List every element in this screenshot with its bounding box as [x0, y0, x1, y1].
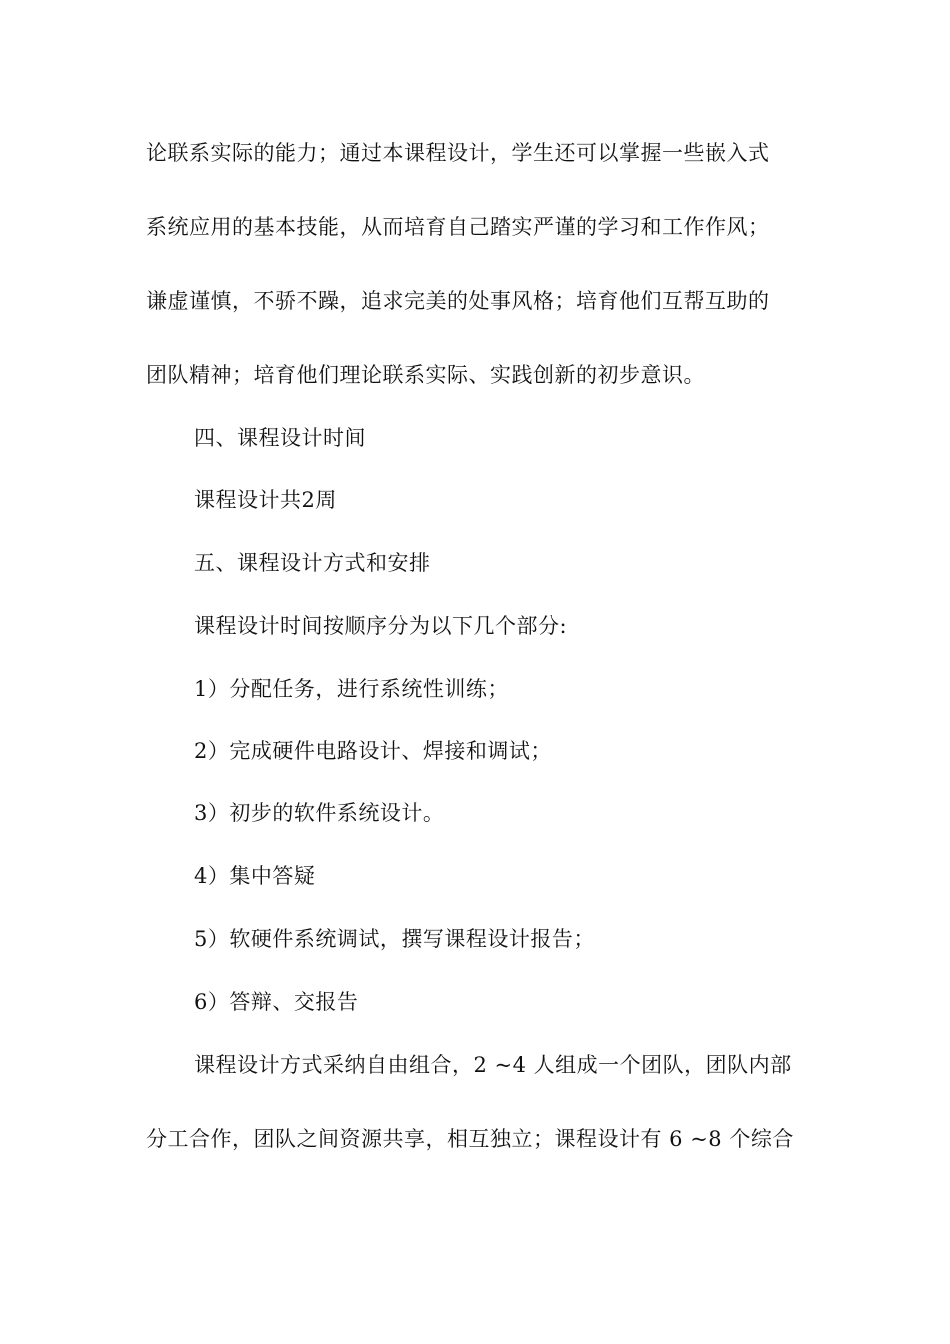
paragraph-line: 系统应用的基本技能，从而培育自己踏实严谨的学习和工作作风；: [146, 215, 770, 239]
section-intro: 课程设计时间按顺序分为以下几个部分:: [194, 614, 568, 638]
paragraph-line: 分工合作，团队之间资源共享，相互独立；课程设计有 6 ~8 个综合: [146, 1127, 794, 1151]
section-heading: 五、课程设计方式和安排: [194, 551, 431, 575]
paragraph-line: 谦虚谨慎，不骄不躁，追求完美的处事风格；培育他们互帮互助的: [146, 289, 770, 313]
list-item: 6）答辩、交报告: [194, 990, 359, 1014]
paragraph-line: 团队精神；培育他们理论联系实际、实践创新的初步意识。: [146, 363, 705, 387]
list-item: 2）完成硬件电路设计、焊接和调试；: [194, 739, 552, 763]
section-text: 课程设计共2周: [194, 488, 337, 512]
list-item: 3）初步的软件系统设计。: [194, 801, 445, 825]
list-item: 5）软硬件系统调试，撰写课程设计报告；: [194, 927, 595, 951]
paragraph-line: 课程设计方式采纳自由组合，2 ~4 人组成一个团队，团队内部: [194, 1053, 792, 1077]
paragraph-line: 论联系实际的能力；通过本课程设计，学生还可以掌握一些嵌入式: [146, 141, 770, 165]
section-heading: 四、课程设计时间: [194, 426, 366, 450]
list-item: 4）集中答疑: [194, 864, 316, 888]
list-item: 1）分配任务，进行系统性训练；: [194, 677, 509, 701]
